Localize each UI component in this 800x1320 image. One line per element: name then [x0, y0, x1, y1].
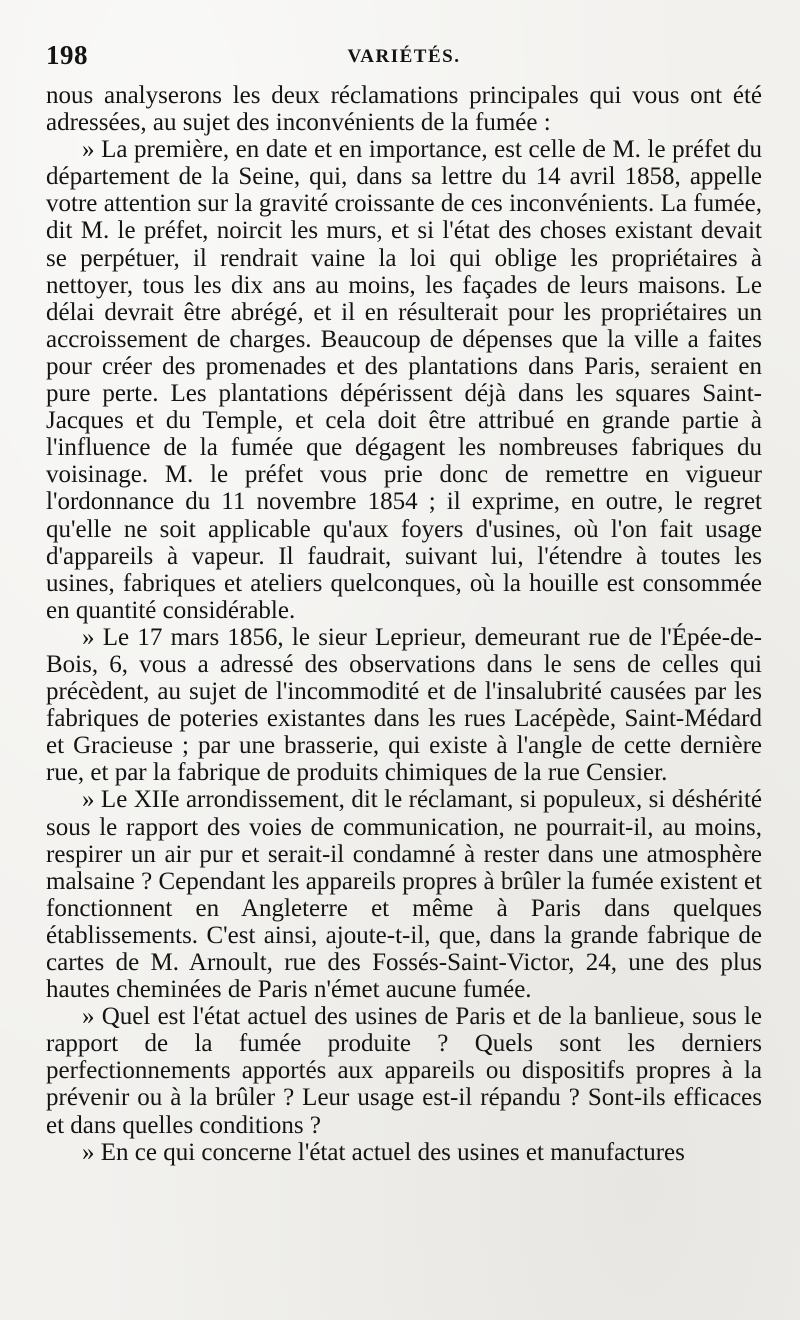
paragraph: » Quel est l'état actuel des usines de Paris et de la banlieue, sous le rapport de la fumée produite ? Quels sont les derniers perfectionnements apportés aux appareils ou dispositifs propres à la prévenir ou à la brûler ? Leur usage est-il répandu ? Sont-ils efficaces et dans quelles conditions ? — [46, 1003, 762, 1139]
paragraph: » En ce qui concerne l'état actuel des usines et manufactures — [82, 1138, 685, 1166]
page-header — [46, 36, 762, 76]
paragraph: » Le 17 mars 1856, le sieur Leprieur, demeurant rue de l'Épée-de-Bois, 6, vous a adressé des observations dans le sens de celles qui précèdent, au sujet de l'incommodité et de l'insalubrité causées par les fabriques de poteries existantes dans les rues Lacépède, Saint-Médard et Gracieuse ; par une brasserie, qui existe à l'angle de cette dernière rue, et par la fabrique de produits chimiques de la rue Censier. — [46, 623, 762, 787]
body-text — [46, 82, 762, 1166]
paragraph: nous analyserons les deux réclamations principales qui vous ont été adressées, au sujet des inconvénients de la fumée : — [46, 82, 762, 137]
paragraph: » Le XIIe arrondissement, dit le réclamant, si populeux, si déshérité sous le rapport des voies de communication, ne pourrait-il, au moins, respirer un air pur et serait-il condamné à rester dans une atmosphère malsaine ? Cependant les appareils propres à brûler la fumée existent et fonctionnent en Angleterre et même à Paris dans quelques établissements. C'est ainsi, ajoute-t-il, que, dans la grande fabrique de cartes de M. Arnoult, rue des Fossés-Saint-Victor, 24, une des plus hautes cheminées de Paris n'émet aucune fumée. — [46, 786, 762, 1004]
page-number: 198 — [46, 40, 88, 70]
running-head: VARIÉTÉS. — [347, 46, 461, 67]
paragraph: » La première, en date et en importance, est celle de M. le préfet du département de la Seine, qui, dans sa lettre du 14 avril 1858, appelle votre attention sur la gravité croissante de ces inconvénients. La fumée, dit M. le préfet, noircit les murs, et si l'état des choses existant devait se perpétuer, il rendrait vaine la loi qui oblige les propriétaires à nettoyer, tous les dix ans au moins, les façades de leurs maisons. Le délai devrait être abrégé, et il en résulterait pour les propriétaires un accroissement de charges. Beaucoup de dépenses que la ville a faites pour créer des promenades et des plantations dans Paris, seraient en pure perte. Les plantations dépérissent déjà dans les squares Saint-Jacques et du Temple, et cela doit être attribué en grande partie à l'influence de la fumée que dégagent les nombreuses fabriques du voisinage. M. le préfet vous prie donc de remettre en vigueur l'ordonnance du 11 novembre 1854 ; il exprime, en outre, le regret qu'elle ne soit applicable qu'aux foyers d'usines, où l'on fait usage d'appareils à vapeur. Il faudrait, suivant lui, l'étendre à toutes les usines, fabriques et ateliers quelconques, où la houille est consommée en quantité considérable. — [46, 136, 762, 624]
